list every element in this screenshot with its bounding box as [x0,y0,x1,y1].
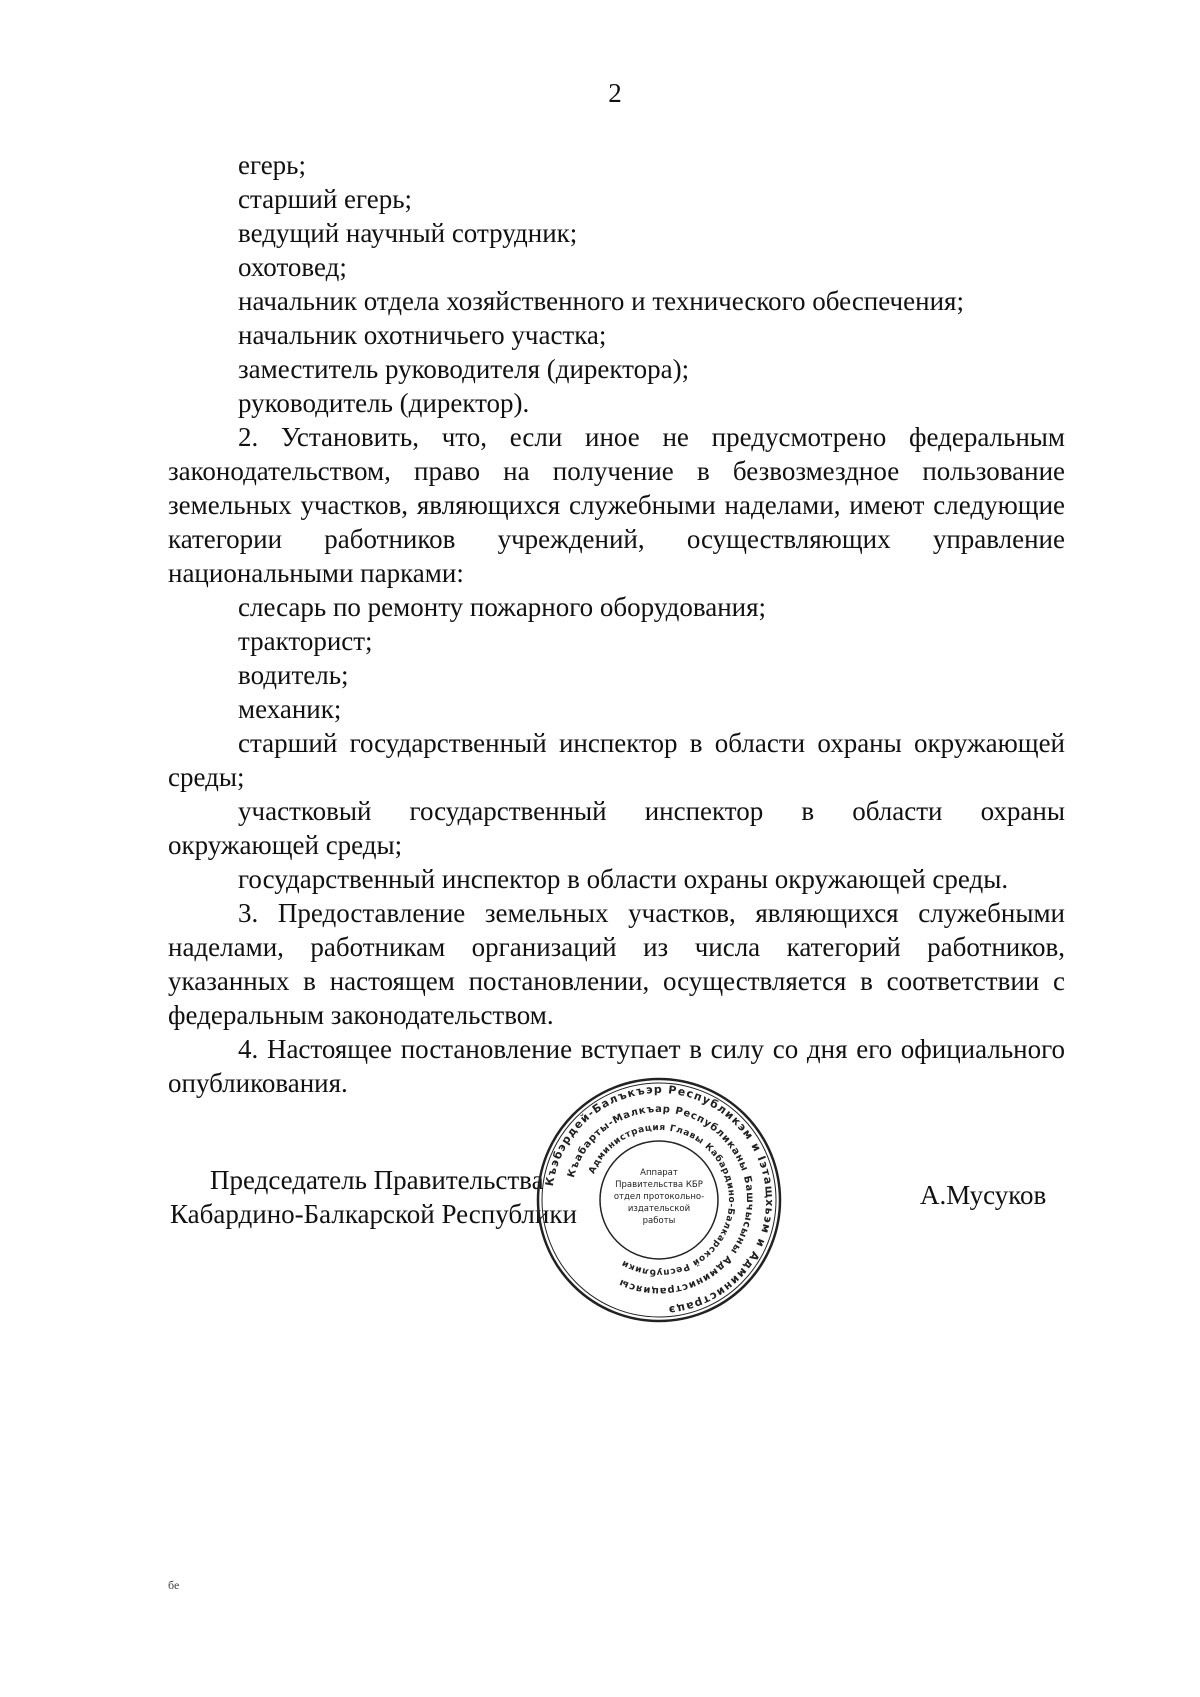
seal-center-line: Правительства КБР [615,1180,703,1190]
page-number: 2 [608,78,622,108]
list-item: начальник охотничьего участка; [238,320,607,350]
list-item: водитель; [238,660,349,690]
list-item: руководитель (директор). [238,388,530,418]
signatory-title [170,1163,577,1231]
list-item: слесарь по ремонту пожарного оборудования; [238,592,767,622]
document-body [168,148,1065,1100]
list-item: ведущий научный сотрудник; [238,218,578,248]
list-item: заместитель руководителя (директора); [238,354,690,384]
seal-center-line: отдел протокольно- [613,1192,705,1202]
seal-inner-text: Администрация Главы Кабардино-Балкарской Республики [587,1122,737,1278]
list-item: государственный инспектор в области охраны окружающей среды. [238,864,1009,894]
list-item: охотовед; [238,252,347,282]
seal-middle-text: Къабарты-Малкъар Республиканы Башчысыны Администрациясы [565,1103,756,1297]
list-item-wrapped: участковый государственный инспектор в области охраны окружающей среды; [168,796,1065,860]
seal-center-text [614,1168,704,1226]
official-seal [534,1075,784,1325]
seal-center-line: работы [642,1216,676,1226]
signatory-title-line-1: Председатель Правительства [210,1165,544,1195]
list-item-wrapped: старший государственный инспектор в области охраны окружающей среды; [168,728,1065,792]
paragraph-3: 3. Предоставление земельных участков, являющихся служебными наделами, работникам организаций из числа категорий работников, указанных в настоящем постановлении, осуществляется в соответствии с федеральным законодательством. [168,898,1065,1030]
list-item: старший егерь; [238,184,413,214]
signatory-title-line-2: Кабардино-Балкарской Республики [170,1199,577,1229]
list-item: начальник отдела хозяйственного и технического обеспечения; [238,286,964,316]
footer-mark: бе [168,1578,180,1592]
list-item: егерь; [238,150,307,180]
list-item: механик; [238,694,342,724]
list-item: тракторист; [238,626,373,656]
seal-outer-text: Къэбэрдей-Балъкъэр Республикэм и Iэтащхьэм и Администрацэ [542,1082,777,1317]
paragraph-2: 2. Установить, что, если иное не предусмотрено федеральным законодательством, право на получение в безвозмездное пользование земельных участков, являющихся служебными наделами, имеют следующие категории работников учреждений, осуществляющих управление национальными парками: [168,422,1065,588]
seal-center-line: Аппарат [640,1168,678,1178]
signatory-name: А.Мусуков [920,1180,1047,1210]
seal-center-line: издательской [627,1204,691,1214]
paragraph-4: 4. Настоящее постановление вступает в силу со дня его официального опубликования. [168,1034,1065,1098]
